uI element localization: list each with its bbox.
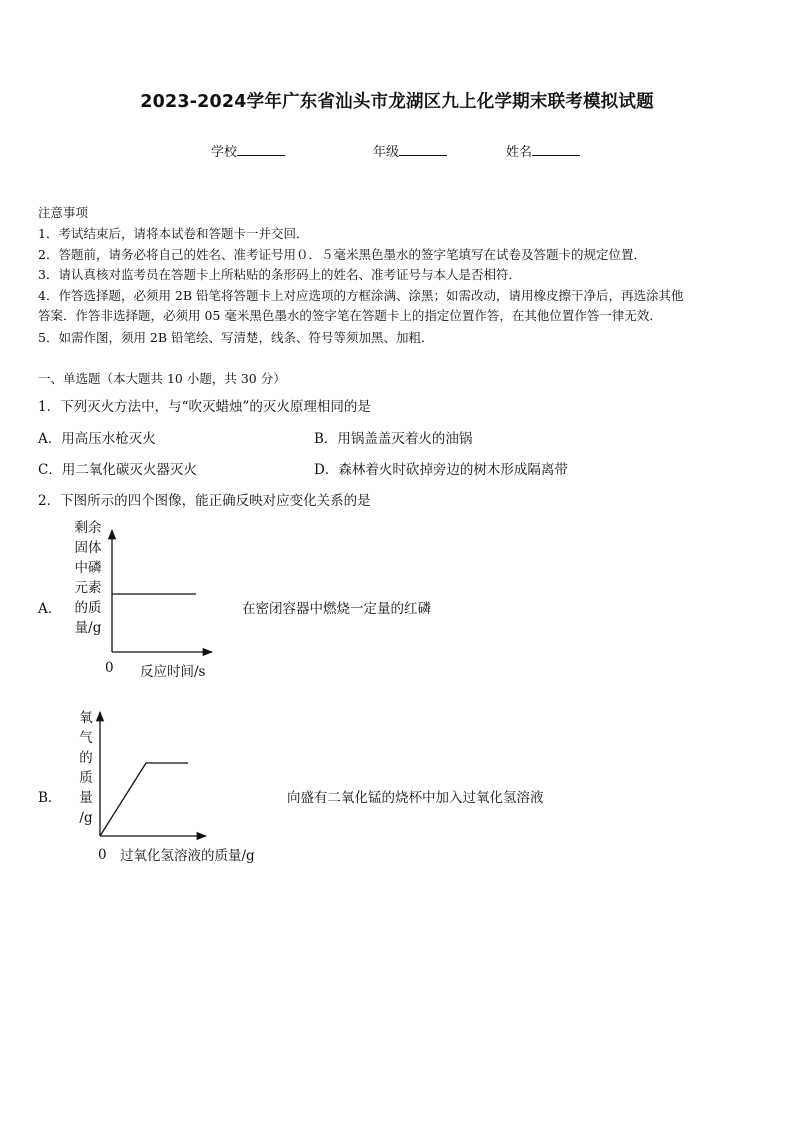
q1-option-c: C．用二氧化碳灭火器灭火 — [38, 462, 197, 478]
q2-option-b-letter: B． — [38, 790, 62, 806]
note-item: 3．请认真核对监考员在答题卡上所粘贴的条形码上的姓名、准考证号与本人是否相符． — [38, 267, 521, 282]
q1-option-d: D．森林着火时砍掉旁边的树木形成隔离带 — [314, 462, 568, 478]
question-2-stem: 2．下图所示的四个图像，能正确反映对应变化关系的是 — [38, 493, 371, 509]
note-item: 5．如需作图，须用 2B 铅笔绘、写清楚，线条、符号等须加黑、加粗． — [38, 330, 434, 345]
school-label: 学校 — [211, 145, 238, 160]
q2-a-x-axis-label: 反应时间/s — [140, 664, 206, 680]
y-label-line: 元素 — [74, 580, 102, 596]
q2-a-origin: 0 — [105, 660, 114, 676]
y-label-line: 量/g — [74, 620, 102, 636]
note-item: 1．考试结束后，请将本试卷和答题卡一并交回． — [38, 226, 309, 241]
name-label: 姓名 — [506, 145, 533, 160]
question-1-stem: 1．下列灭火方法中，与“吹灭蜡烛”的灭火原理相同的是 — [38, 399, 371, 415]
q1-option-b: B．用锅盖盖灭着火的油锅 — [314, 431, 473, 447]
q2-b-origin: 0 — [98, 847, 107, 863]
q2-a-description: 在密闭容器中燃烧一定量的红磷 — [242, 601, 431, 617]
y-label-line: 气 — [79, 730, 93, 746]
y-label-line: /g — [79, 810, 93, 826]
y-label-line: 固体 — [74, 540, 102, 556]
note-item: 答案．作答非选择题，必须用 05 毫米黑色墨水的签字笔在答题卡上的指定位置作答，在其他位置作答一律无效． — [38, 308, 662, 323]
section-title: 一、单选题（本大题共 10 小题，共 30 分） — [38, 371, 286, 386]
q2-option-a-letter: A． — [38, 601, 62, 617]
y-label-line: 的质 — [74, 600, 102, 616]
q1-option-a: A．用高压水枪灭火 — [38, 431, 156, 447]
y-label-line: 剩余 — [74, 520, 102, 536]
grade-label: 年级 — [373, 145, 400, 160]
y-label-line: 的 — [79, 750, 93, 766]
q2-b-description: 向盛有二氧化锰的烧杯中加入过氧化氢溶液 — [287, 790, 544, 806]
note-item: 2．答题前，请务必将自己的姓名、准考证号用０．５毫米黑色墨水的签字笔填写在试卷及答题卡的规定位置． — [38, 247, 646, 262]
page-title: 2023-2024学年广东省汕头市龙湖区九上化学期末联考模拟试题 — [140, 92, 654, 112]
note-item: 4．作答选择题，必须用 2B 铅笔将答题卡上对应选项的方框涂满、涂黑；如需改动，请用橡皮擦干净后，再选涂其他 — [38, 288, 684, 303]
q2-b-x-axis-label: 过氧化氢溶液的质量/g — [120, 848, 255, 864]
y-label-line: 氧 — [79, 710, 93, 726]
y-label-line: 中磷 — [74, 560, 102, 576]
y-label-line: 量 — [79, 790, 93, 806]
notes-heading: 注意事项 — [38, 205, 89, 220]
q2-b-curve — [100, 763, 188, 836]
y-label-line: 质 — [79, 770, 93, 786]
